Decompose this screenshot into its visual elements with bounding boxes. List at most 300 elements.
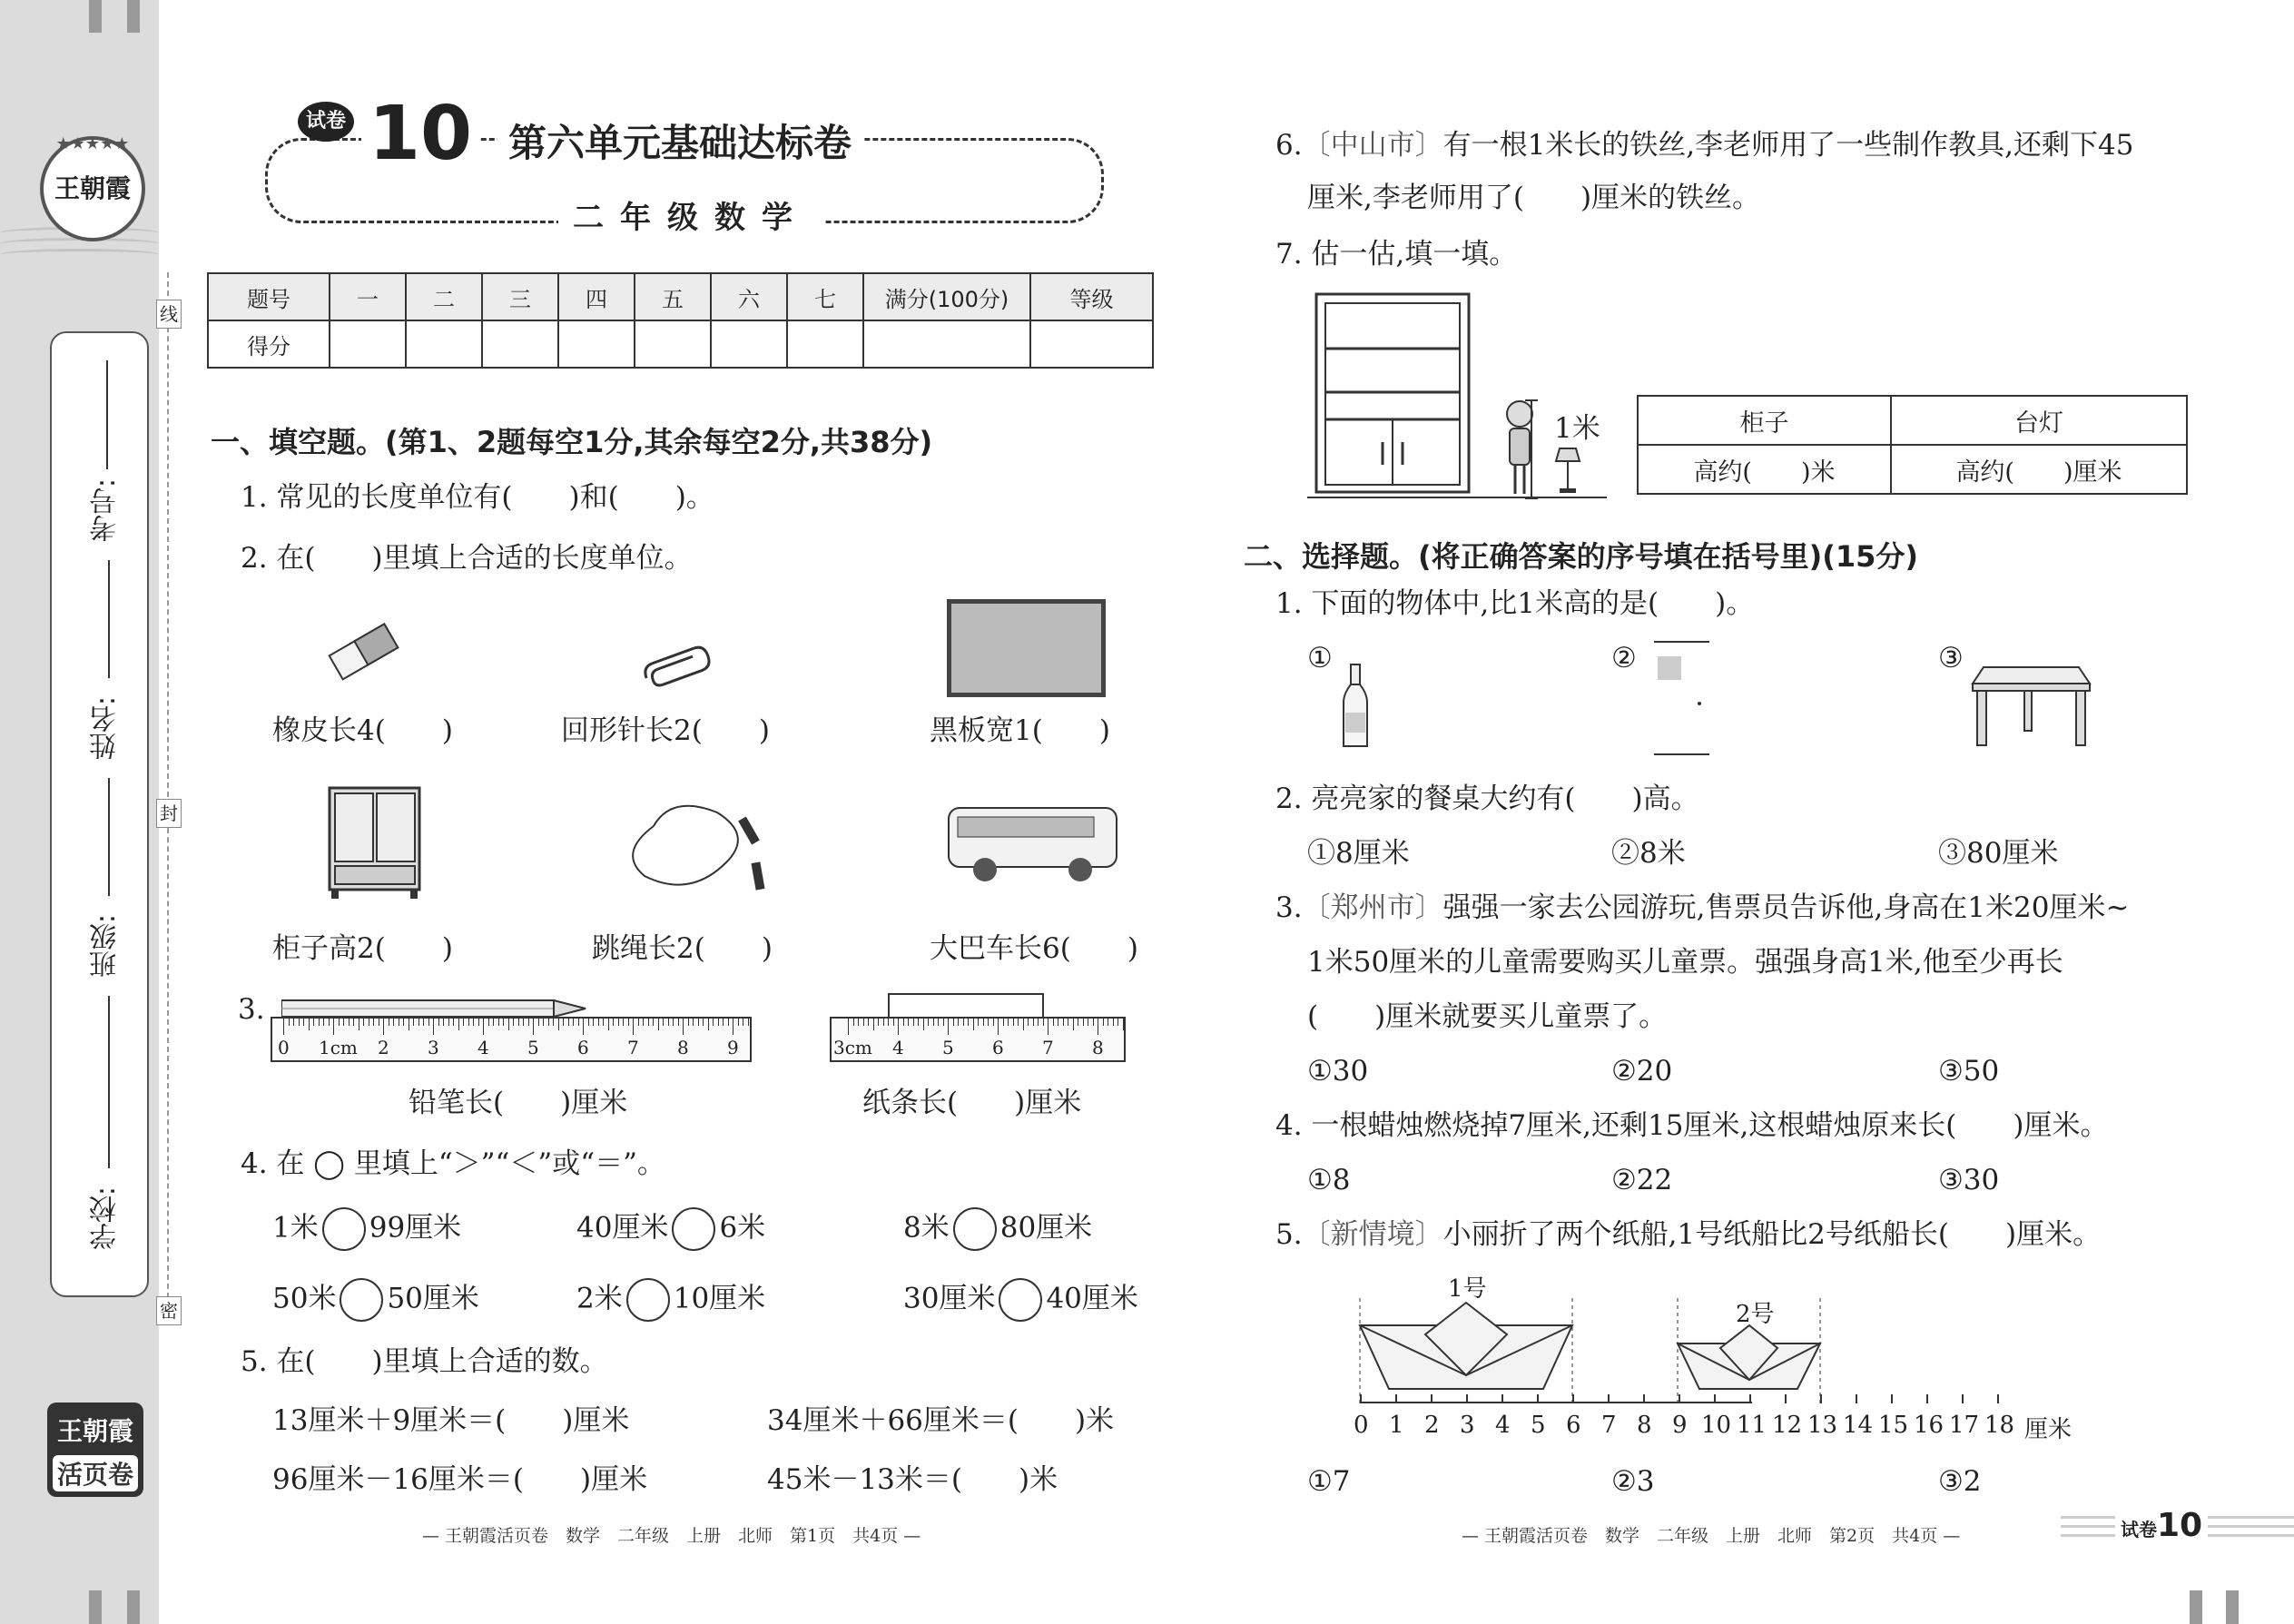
ruler-tick (333, 1019, 334, 1035)
brand-logo: 王朝霞 活页卷 (47, 1403, 143, 1497)
score-header: 等级 (1030, 273, 1153, 320)
ruler-tick (1123, 1019, 1124, 1030)
boat-2-icon (1678, 1325, 1820, 1389)
bottle-icon (1342, 663, 1369, 749)
class-line[interactable] (108, 778, 110, 896)
choice-3: 3.〔郑州市〕强强一家去公园游玩,售票员告诉他,身高在1米20厘米~ (1275, 891, 2130, 924)
paper-badge: 试卷 (298, 102, 354, 142)
ruler-tick (723, 1019, 724, 1026)
ruler-tick (658, 1019, 659, 1030)
scale-tick (1643, 1394, 1645, 1403)
estimate-table (1637, 395, 2188, 495)
scale-number: 7 (1601, 1412, 1617, 1439)
choice-3-option-1: ①30 (1307, 1055, 1369, 1088)
ruler-tick (883, 1019, 884, 1026)
ruler-tick (508, 1019, 509, 1030)
ruler-pencil (271, 1017, 752, 1062)
q2-item-blackboard: 黑板宽1( ) (930, 714, 1110, 747)
ruler-tick (868, 1019, 869, 1026)
ruler-tick (688, 1019, 689, 1026)
ruler-number: 5 (942, 1037, 954, 1058)
ruler-tick (628, 1019, 629, 1026)
boat-1-icon (1360, 1303, 1572, 1389)
ruler-tick (973, 1019, 974, 1030)
ruler-tick (1053, 1019, 1054, 1026)
estimate-cell-lamp[interactable]: 高约( )厘米 (1891, 445, 2187, 494)
ruler-tick (453, 1019, 454, 1026)
corner-badge: 试卷10 (2061, 1507, 2294, 1543)
ruler-tick (573, 1019, 574, 1026)
scale-tick (1926, 1394, 1928, 1403)
scale-number: 3 (1460, 1412, 1475, 1439)
compare-circle[interactable] (626, 1278, 670, 1322)
bookcase-icon (1314, 292, 1473, 497)
scale-tick (1395, 1394, 1397, 1403)
ruler-number: 3cm (833, 1037, 872, 1058)
ruler-tick (528, 1019, 529, 1026)
ruler-tick (668, 1019, 669, 1026)
ruler-tick (339, 1019, 340, 1026)
ruler-tick (613, 1019, 614, 1026)
ruler-number: 3 (428, 1037, 439, 1058)
ruler-tick (713, 1019, 714, 1026)
scale-number: 14 (1843, 1412, 1874, 1439)
ruler-tick (953, 1019, 954, 1026)
scale-tick (1572, 1394, 1574, 1403)
ruler-number: 9 (727, 1037, 739, 1058)
estimate-header-lamp: 台灯 (1891, 396, 2187, 445)
choice-3-option-2: ②20 (1611, 1055, 1673, 1088)
ruler-tick (1013, 1019, 1014, 1026)
ruler-tick (888, 1019, 889, 1026)
compare-item: 8米 80厘米 (903, 1207, 1092, 1251)
cut-line (167, 272, 169, 1307)
score-cell[interactable] (330, 320, 406, 368)
scale-tick (1466, 1394, 1468, 1403)
ruler-tick (958, 1019, 959, 1026)
ruler-tick (678, 1019, 679, 1026)
scale-number: 9 (1672, 1412, 1688, 1439)
ruler-tick (428, 1019, 429, 1026)
ruler-tick (738, 1019, 739, 1026)
ruler-tick (353, 1019, 354, 1026)
score-header: 七 (787, 273, 863, 320)
ruler-tick (718, 1019, 719, 1026)
compare-circle[interactable] (999, 1278, 1042, 1322)
question-6: 6.〔中山市〕有一根1米长的铁丝,李老师用了一些制作教具,还剩下45 (1275, 129, 2134, 162)
ruler-tick (683, 1019, 684, 1035)
choice-3-line3: ( )厘米就要买儿童票了。 (1307, 1000, 1668, 1033)
compare-circle[interactable] (672, 1207, 715, 1251)
ruler-tick (323, 1019, 324, 1026)
choice-1-option-3: ③ (1938, 642, 1964, 674)
ruler-tick (603, 1019, 604, 1026)
ruler-tick (703, 1019, 704, 1026)
ruler-tick (903, 1019, 904, 1026)
lamp-icon (1554, 447, 1581, 494)
ruler-tick (643, 1019, 644, 1026)
ruler-tick (858, 1019, 859, 1026)
name-label: 姓名: (90, 696, 122, 761)
ruler-number: 1cm (319, 1037, 358, 1058)
scale-tick (1360, 1394, 1362, 1403)
q5-item: 96厘米－16厘米＝( )厘米 (272, 1463, 648, 1496)
ruler-tick (848, 1019, 849, 1035)
student-info-box (50, 331, 149, 1297)
ruler-tick (343, 1019, 344, 1026)
q2-item-cabinet: 柜子高2( ) (272, 932, 453, 965)
score-cell[interactable] (1030, 320, 1153, 368)
scale-number: 11 (1737, 1412, 1767, 1439)
ruler-tick (423, 1019, 424, 1026)
meter-label: 1米 (1554, 412, 1600, 445)
choice-2: 2. 亮亮家的餐桌大约有( )高。 (1275, 782, 1699, 815)
ruler-tick (638, 1019, 639, 1026)
ruler-tick (988, 1019, 989, 1026)
question-5: 5. 在( )里填上合适的数。 (241, 1345, 608, 1378)
ruler-tick (908, 1019, 909, 1026)
blackboard-icon (947, 599, 1106, 697)
ruler-tick (563, 1019, 564, 1026)
ruler-tick (1063, 1019, 1064, 1026)
ruler-tick (473, 1019, 474, 1026)
ruler-number: 5 (527, 1037, 539, 1058)
ruler-tick (533, 1019, 534, 1035)
ruler-tick (1033, 1019, 1034, 1026)
choice-5-option-2: ②3 (1611, 1465, 1655, 1498)
ruler-tick (1018, 1019, 1019, 1026)
ruler-tick (983, 1019, 984, 1026)
boat-2-label: 2号 (1736, 1301, 1775, 1328)
ruler-number: 6 (577, 1037, 589, 1058)
floor-line (1307, 497, 1607, 498)
page-title: 第六单元基础达标卷 (497, 113, 862, 168)
estimate-header-cabinet: 柜子 (1638, 396, 1891, 445)
choice-4: 4. 一根蜡烛燃烧掉7厘米,还剩15厘米,这根蜡烛原来长( )厘米。 (1275, 1109, 2109, 1142)
q2-item-eraser: 橡皮长4( ) (272, 714, 453, 747)
name-line[interactable] (108, 560, 110, 678)
scale-number: 16 (1914, 1412, 1944, 1439)
ruler-tick (618, 1019, 619, 1026)
compare-item: 1米 99厘米 (272, 1207, 461, 1251)
score-header: 一 (330, 273, 406, 320)
choice-1: 1. 下面的物体中,比1米高的是( )。 (1275, 587, 1755, 620)
question-3-number: 3. (238, 993, 265, 1026)
scale-number: 6 (1566, 1412, 1581, 1439)
ruler-tick (483, 1019, 484, 1035)
scale-tick (1785, 1394, 1787, 1403)
ruler-tick (438, 1019, 439, 1026)
ruler-tick (418, 1019, 419, 1026)
scale-number: 13 (1807, 1412, 1838, 1439)
ruler-tick (443, 1019, 444, 1026)
question-2: 2. 在( )里填上合适的长度单位。 (241, 542, 693, 575)
scale-number: 17 (1949, 1412, 1980, 1439)
ruler-tick (698, 1019, 699, 1026)
ruler-strip (830, 1017, 1126, 1062)
scale-tick (1431, 1394, 1433, 1403)
scale-tick (1962, 1394, 1964, 1403)
score-header: 二 (406, 273, 482, 320)
ruler-tick (538, 1019, 539, 1026)
ruler-tick (329, 1019, 330, 1026)
scale-number: 2 (1424, 1412, 1440, 1439)
compare-item: 40厘米 6米 (576, 1207, 765, 1251)
scale-tick (1997, 1394, 1999, 1403)
scale-tick (1820, 1394, 1822, 1403)
ruler-tick (623, 1019, 624, 1026)
score-cell[interactable] (711, 320, 787, 368)
ruler-tick (503, 1019, 504, 1026)
scale-number: 15 (1878, 1412, 1909, 1439)
ruler-tick (928, 1019, 929, 1026)
ruler-number: 8 (677, 1037, 689, 1058)
scale-tick (1749, 1394, 1751, 1403)
q2-item-bus: 大巴车长6( ) (930, 932, 1138, 965)
ruler-tick (1003, 1019, 1004, 1026)
ruler-tick (578, 1019, 579, 1026)
ruler-tick (468, 1019, 469, 1026)
compare-circle[interactable] (340, 1278, 383, 1322)
ruler-tick (478, 1019, 479, 1026)
ruler-tick (313, 1019, 314, 1026)
ruler-tick (498, 1019, 499, 1026)
scale-number: 10 (1701, 1412, 1732, 1439)
ruler-number: 8 (1092, 1037, 1104, 1058)
ruler-tick (978, 1019, 979, 1026)
ruler-tick (283, 1019, 284, 1035)
ruler-tick (878, 1019, 879, 1026)
seal-mark-line: 线 (156, 300, 182, 329)
scale-tick (1679, 1394, 1680, 1403)
ruler-tick (403, 1019, 404, 1026)
ruler-tick (1113, 1019, 1114, 1026)
estimate-cell-cabinet[interactable]: 高约( )米 (1638, 445, 1891, 494)
ruler-tick (289, 1019, 290, 1026)
q5-item: 13厘米＋9厘米＝( )厘米 (272, 1404, 630, 1437)
ruler-tick (943, 1019, 944, 1026)
scale-tick (1608, 1394, 1610, 1403)
score-cell[interactable] (863, 320, 1030, 368)
ruler-tick (309, 1019, 310, 1030)
exam-number-line[interactable] (106, 360, 108, 469)
ruler-tick (518, 1019, 519, 1026)
jump-rope-icon (617, 799, 781, 894)
ruler-tick (293, 1019, 294, 1026)
ruler-tick (463, 1019, 464, 1026)
ruler-tick (608, 1019, 609, 1030)
question-1: 1. 常见的长度单位有( )和( )。 (241, 481, 714, 514)
choice-4-option-2: ②22 (1611, 1164, 1673, 1196)
ruler-tick (1028, 1019, 1029, 1026)
choice-4-option-1: ①8 (1307, 1164, 1351, 1196)
ruler-tick (933, 1019, 934, 1026)
scale-unit: 厘米 (2024, 1416, 2072, 1443)
scale-tick (1501, 1394, 1503, 1403)
score-row-label: 得分 (208, 320, 330, 368)
scale-number: 0 (1354, 1412, 1369, 1439)
ruler-tick (593, 1019, 594, 1026)
compare-item: 2米 10厘米 (576, 1278, 765, 1322)
ruler-tick (693, 1019, 694, 1026)
ruler-tick (1043, 1019, 1044, 1026)
ruler-tick (303, 1019, 304, 1026)
ruler-number: 0 (278, 1037, 290, 1058)
ruler-tick (513, 1019, 514, 1026)
ruler-tick (968, 1019, 969, 1026)
table-icon (1970, 658, 2092, 749)
q3-strip-answer: 纸条长( )厘米 (862, 1087, 1082, 1119)
ruler-tick (918, 1019, 919, 1026)
scale-tick (1891, 1394, 1893, 1403)
score-table (207, 272, 1154, 369)
ruler-tick (363, 1019, 364, 1026)
scale-number: 12 (1772, 1412, 1803, 1439)
ruler-tick (568, 1019, 569, 1026)
ruler-tick (948, 1019, 949, 1035)
ruler-tick (433, 1019, 434, 1035)
ruler-tick (588, 1019, 589, 1026)
ruler-tick (393, 1019, 394, 1026)
choice-2-option-1: ①8厘米 (1307, 837, 1410, 870)
ruler-number: 4 (478, 1037, 489, 1058)
ruler-number: 2 (378, 1037, 389, 1058)
ruler-number: 7 (1042, 1037, 1054, 1058)
ruler-tick (893, 1019, 894, 1026)
brand-seal: ★★★★★ 王朝霞 (40, 136, 145, 241)
ruler-tick (923, 1019, 924, 1030)
ruler-tick (458, 1019, 459, 1030)
q2-item-jump-rope: 跳绳长2( ) (592, 932, 773, 965)
boat-diagram (1344, 1298, 1852, 1407)
choice-5-option-3: ③2 (1938, 1465, 1982, 1498)
scale-number: 1 (1389, 1412, 1404, 1439)
ruler-number: 6 (992, 1037, 1004, 1058)
scale-number: 4 (1495, 1412, 1511, 1439)
ruler-number: 7 (627, 1037, 639, 1058)
ruler-tick (488, 1019, 489, 1026)
ruler-tick (653, 1019, 654, 1026)
ruler-tick (299, 1019, 300, 1026)
right-footer: — 王朝霞活页卷 数学 二年级 上册 北师 第2页 共4页 — (1462, 1526, 1961, 1546)
choice-1-option-1: ① (1307, 642, 1333, 674)
ruler-tick (493, 1019, 494, 1026)
ruler-tick (413, 1019, 414, 1026)
score-header: 题号 (208, 273, 330, 320)
ruler-tick (583, 1019, 584, 1035)
ruler-tick (873, 1019, 874, 1030)
score-cell[interactable] (482, 320, 558, 368)
question-7: 7. 估一估,填一填。 (1275, 238, 1518, 271)
compare-item: 30厘米 40厘米 (903, 1278, 1138, 1322)
exam-number-label: 考号: (90, 478, 122, 543)
ruler-tick (1038, 1019, 1039, 1026)
ruler-tick (708, 1019, 709, 1030)
ruler-tick (1023, 1019, 1024, 1030)
ruler-tick (548, 1019, 549, 1026)
score-header: 五 (635, 273, 711, 320)
ruler-tick (1073, 1019, 1074, 1030)
score-header: 满分(100分) (863, 273, 1030, 320)
choice-1-option-2: ② (1611, 642, 1637, 674)
ruler-tick (383, 1019, 384, 1035)
score-header: 三 (482, 273, 558, 320)
scale-tick (1856, 1394, 1857, 1403)
question-6-line2: 厘米,李老师用了( )厘米的铁丝。 (1307, 182, 1761, 214)
ruler-tick (853, 1019, 854, 1026)
ruler-tick (993, 1019, 994, 1026)
scale-number: 8 (1637, 1412, 1652, 1439)
score-cell[interactable] (635, 320, 711, 368)
scale-tick (1537, 1394, 1539, 1403)
score-cell[interactable] (406, 320, 482, 368)
paper-number: 10 (361, 91, 479, 178)
choice-3-option-3: ③50 (1938, 1055, 2000, 1088)
compare-circle[interactable] (953, 1207, 997, 1251)
ruler-tick (1083, 1019, 1084, 1026)
choice-5-option-1: ①7 (1307, 1465, 1351, 1498)
seal-mark-seal: 封 (156, 799, 182, 828)
score-cell[interactable] (558, 320, 635, 368)
ruler-tick (558, 1019, 559, 1030)
school-label: 学校: (90, 1186, 122, 1251)
ruler-tick (898, 1019, 899, 1035)
scale-number: 5 (1531, 1412, 1546, 1439)
ruler-tick (1103, 1019, 1104, 1026)
school-line[interactable] (108, 996, 110, 1168)
cabinet-icon (322, 782, 427, 901)
ruler-tick (728, 1019, 729, 1026)
bus-icon (944, 799, 1126, 885)
ruler-tick (1008, 1019, 1009, 1026)
section-1-title: 一、填空题。(第1、2题每空1分,其余每空2分,共38分) (211, 425, 933, 459)
class-label: 班级: (90, 914, 122, 979)
section-2-title: 二、选择题。(将正确答案的序号填在括号里)(15分) (1244, 539, 1919, 574)
ruler-tick (748, 1019, 749, 1026)
eraser-icon (322, 622, 404, 681)
pencil-icon (281, 999, 590, 1019)
ruler-tick (523, 1019, 524, 1026)
meter-marker (1525, 399, 1538, 499)
choice-5: 5.〔新情境〕小丽折了两个纸船,1号纸船比2号纸船长( )厘米。 (1275, 1218, 2102, 1251)
seal-mark-secret: 密 (156, 1296, 182, 1325)
ruler-tick (938, 1019, 939, 1026)
ruler-tick (663, 1019, 664, 1026)
ruler-tick (863, 1019, 864, 1026)
choice-2-option-2: ②8米 (1611, 837, 1686, 870)
compare-circle[interactable] (322, 1207, 366, 1251)
ruler-tick (553, 1019, 554, 1026)
choice-3-line2: 1米50厘米的儿童需要购买儿童票。强强身高1米,他至少再长 (1307, 946, 2063, 979)
q3-pencil-answer: 铅笔长( )厘米 (409, 1087, 628, 1119)
ruler-tick (448, 1019, 449, 1026)
ruler-tick (319, 1019, 320, 1026)
choice-4-option-3: ③30 (1938, 1164, 2000, 1196)
paperclip-icon (635, 645, 717, 690)
ruler-tick (1093, 1019, 1094, 1026)
boat-1-label: 1号 (1448, 1275, 1487, 1303)
score-cell[interactable] (787, 320, 863, 368)
score-header: 四 (558, 273, 635, 320)
left-footer: — 王朝霞活页卷 数学 二年级 上册 北师 第1页 共4页 — (422, 1526, 921, 1546)
choice-2-option-3: ③80厘米 (1938, 837, 2059, 870)
ruler-tick (598, 1019, 599, 1026)
q5-item: 45米－13米＝( )米 (767, 1463, 1058, 1496)
scale-tick (1714, 1394, 1716, 1403)
question-4: 4. 在 ◯ 里填上“＞”“＜”或“＝”。 (241, 1147, 665, 1180)
score-header: 六 (711, 273, 787, 320)
page-subtitle: 二年级数学 (558, 192, 823, 237)
